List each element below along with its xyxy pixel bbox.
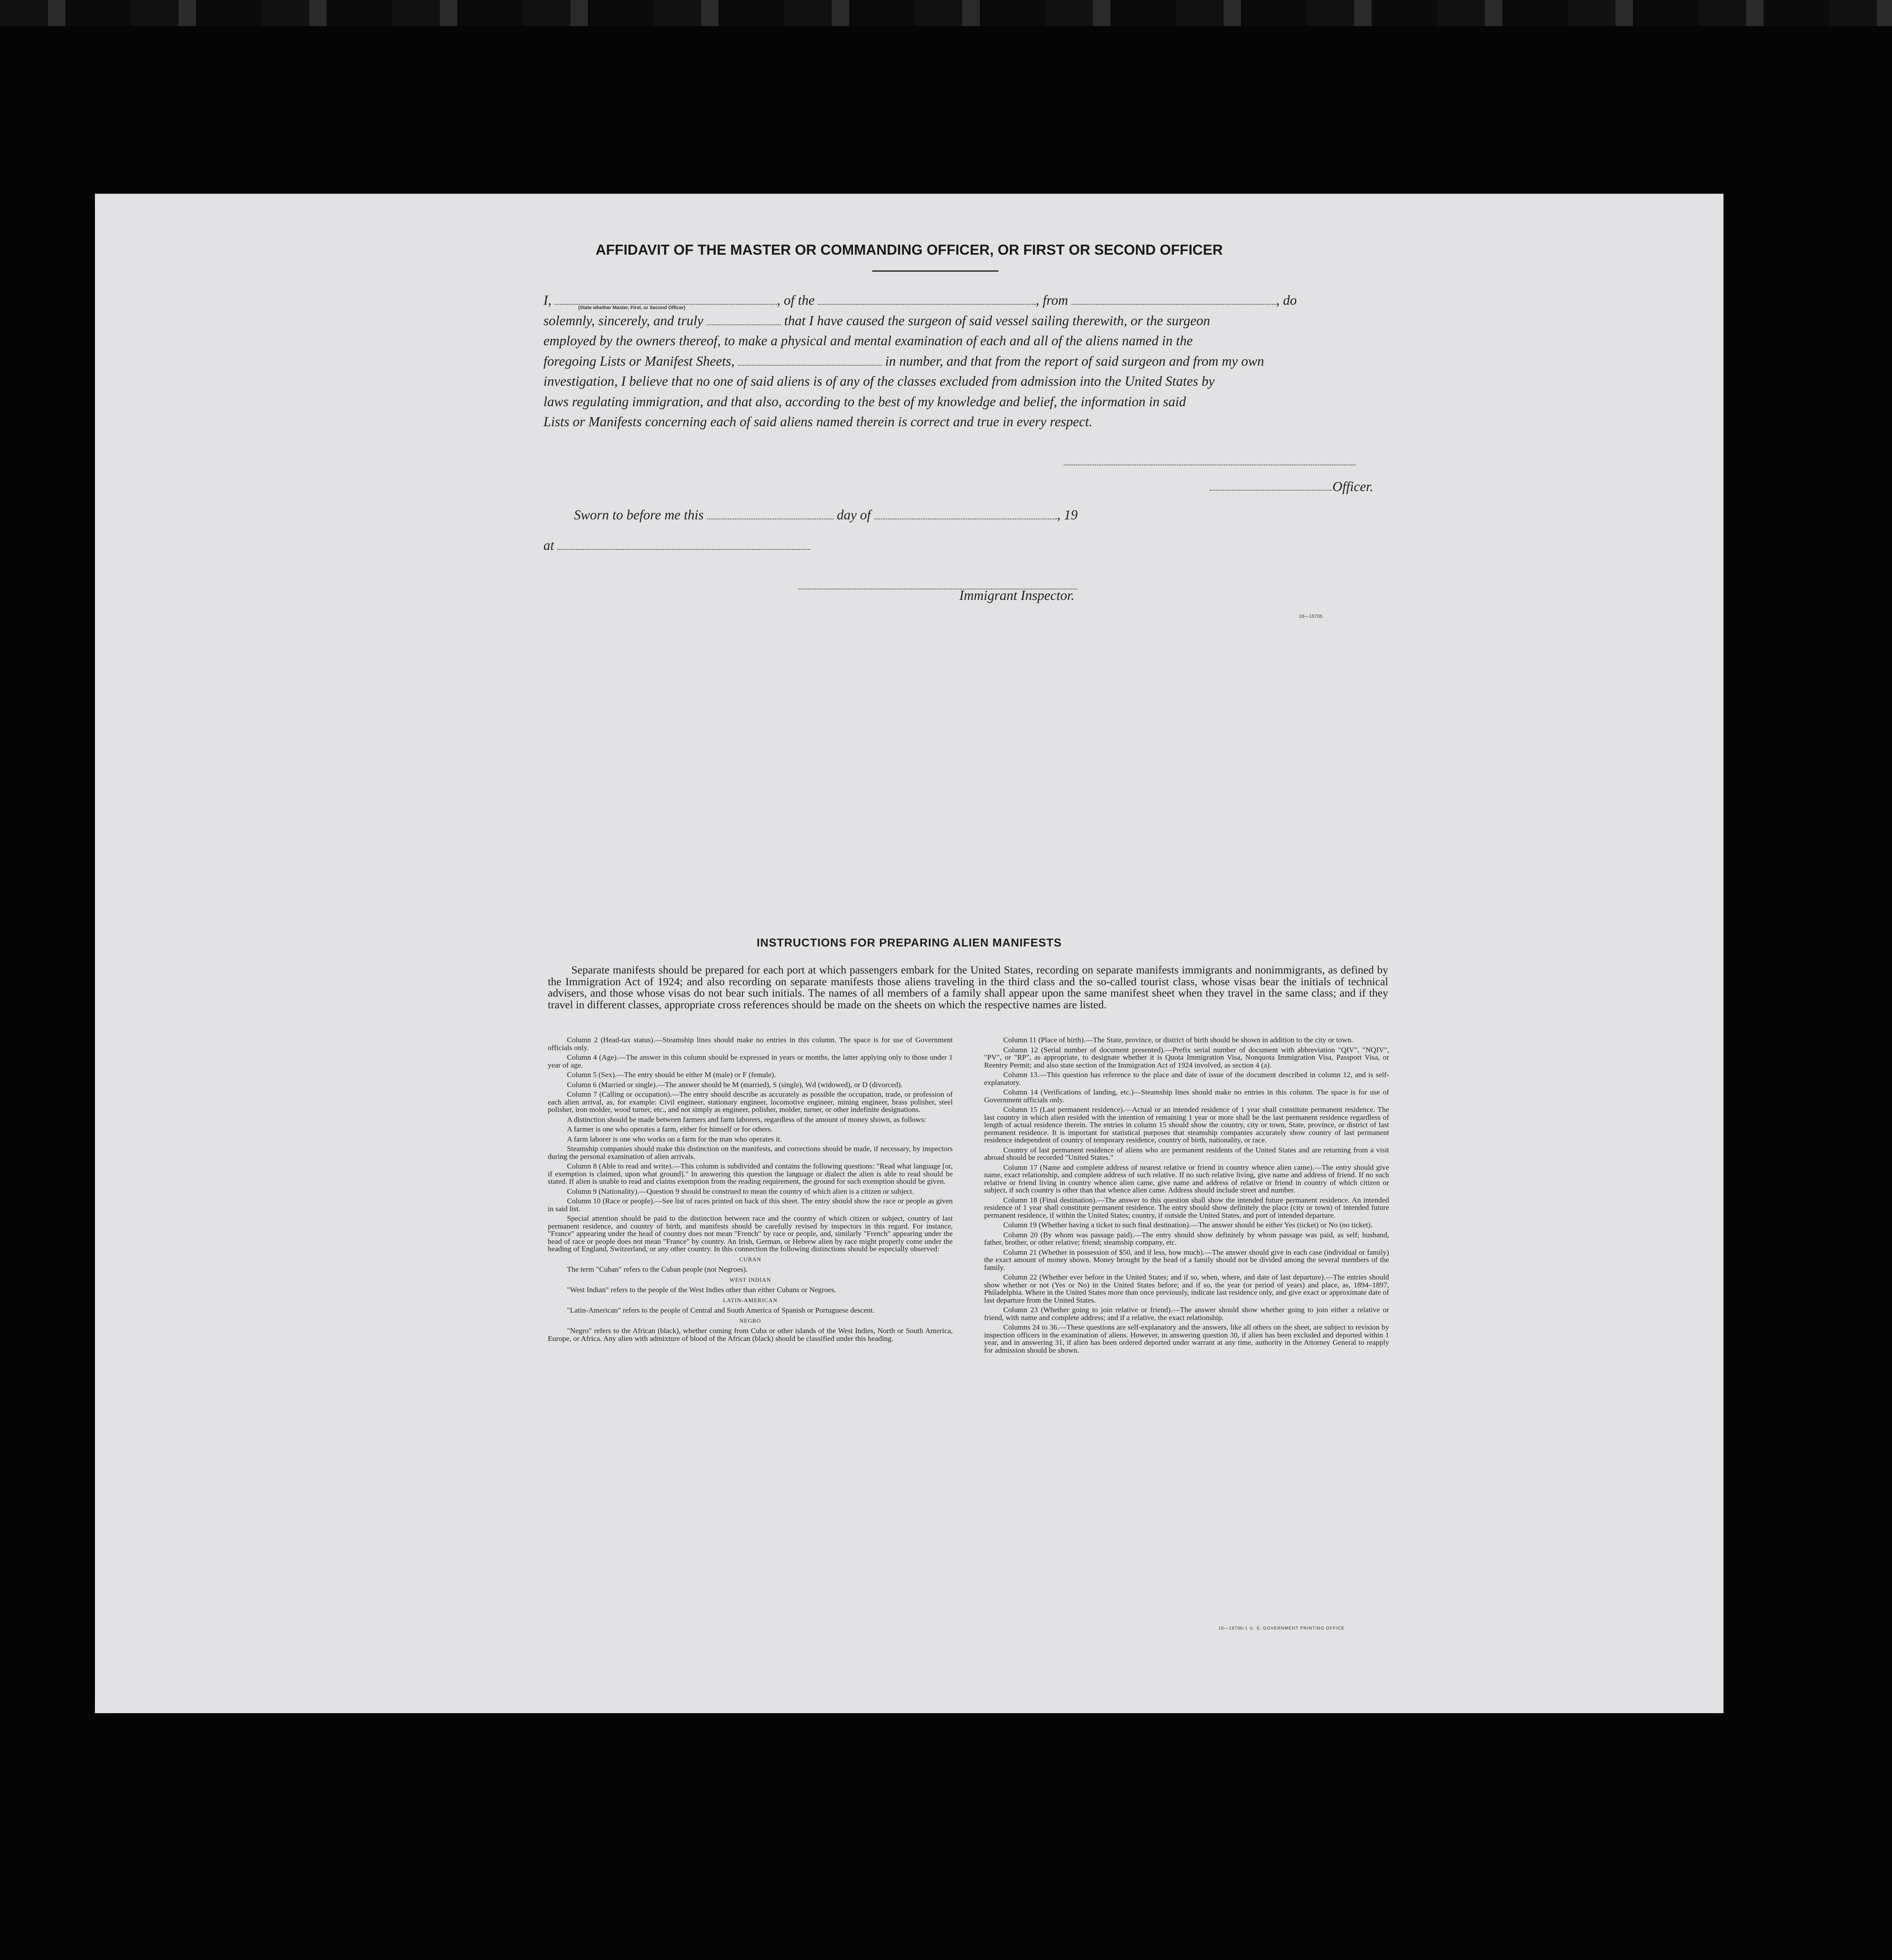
instruction-paragraph: Column 4 (Age).—The answer in this column should be expressed in years or months, the latter applying only to those under 1 year of age. — [548, 1053, 953, 1069]
aff-i: I, — [543, 293, 552, 308]
sworn-label: Sworn to before me this — [574, 507, 704, 522]
instruction-paragraph: Column 15 (Last permanent residence).—Actual or an intended residence of 1 year shall constitute permanent residence. The last country in which alien resided with the intention of remaining 1 year or more shall be the last permanent residence regardless of length of actual residence therein. The entries in column 15 should show the country, city or town, State, province, or district of last permanent residence. It is important for statistical purposes that steamship companies accurately show country of last permanent residence independent of country of temporary residence, country of birth, nationality, or race. — [984, 1105, 1389, 1144]
swear-field[interactable] — [707, 313, 781, 325]
punch-hole — [1747, 731, 1773, 757]
sworn-line — [574, 507, 1078, 523]
officer-rank-field[interactable] — [555, 293, 777, 305]
aff-of-the: , of the — [777, 293, 815, 308]
instruction-paragraph: Column 20 (By whom was passage paid).—The entry should show definitely by whom passage was paid, as self; husband, father, brother, or other relative; friend; steamship company, etc. — [984, 1230, 1389, 1246]
year-label: , 19 — [1057, 507, 1078, 522]
month-field[interactable] — [874, 507, 1057, 519]
instruction-paragraph: Column 2 (Head-tax status).—Steamship lines should make no entries in this column. The space is for use of Government officials only. — [548, 1036, 953, 1052]
instruction-paragraph: Steamship companies should make this distinction on the manifests, and corrections should be made, if necessary, by inspectors during the personal examination of alien arrivals. — [548, 1145, 953, 1161]
negro-heading: NEGRO — [739, 1317, 761, 1324]
place-field[interactable] — [557, 538, 810, 550]
instruction-paragraph: Column 14 (Verifications of landing, etc.)—Steamship lines should make no entries in this column. The space is for use of Government officials only. — [984, 1088, 1389, 1104]
day-of-label: day of — [836, 507, 871, 522]
affidavit-title: AFFIDAVIT OF THE MASTER OR COMMANDING OFFICER, OR FIRST OR SECOND OFFICER — [595, 242, 1223, 258]
latin-american-text: "Latin-American" refers to the people of Central and South America of Spanish or Portuguese descent. — [567, 1306, 875, 1314]
west-indian-heading: WEST INDIAN — [729, 1276, 771, 1283]
cuban-heading: CUBAN — [739, 1256, 762, 1263]
instruction-paragraph: Column 17 (Name and complete address of nearest relative or friend in country whence alien came).—The entry should give name, exact relationship, and complete address of such relative. If no such relative living, give name and address of friend. If no such relative or friend living in country whence alien came, give name and address of relative or friend in country of which citizen or subject, if such country is other than that whence alien came. Address should include street and number. — [984, 1163, 1389, 1194]
instruction-paragraph: Column 19 (Whether having a ticket to such final destination).—The answer should be either Yes (ticket) or No (no ticket). — [1003, 1221, 1373, 1229]
aff-line7: Lists or Manifests concerning each of said aliens named therein is correct and true in every respect. — [543, 414, 1093, 429]
west-indian-text: "West Indian" refers to the people of the West Indies other than either Cubans or Negroes. — [567, 1286, 836, 1294]
instruction-paragraph: A farmer is one who operates a farm, either for himself or for others. — [567, 1125, 773, 1133]
aff-from: , from — [1035, 293, 1068, 308]
rank-note: (State whether Master, First, or Second Officer) — [578, 305, 685, 310]
instruction-paragraph: A farm laborer is one who works on a farm for the man who operates it. — [567, 1135, 782, 1143]
instructions-left-column — [548, 1036, 953, 1344]
negro-text: "Negro" refers to the African (black), whether coming from Cuba or other islands of the West Indies, North or South America, Europe, or Africa. Any alien with admixture of blood of the African (black) should be classified under this heading. — [548, 1327, 953, 1343]
instruction-paragraph: Country of last permanent residence of aliens who are permanent residents of the United States and are returning from a visit abroad should be recorded "United States." — [984, 1145, 1389, 1162]
form-number: 16—1870b — [1299, 614, 1322, 619]
manifest-page — [95, 194, 1723, 1713]
at-line — [543, 538, 810, 553]
port-field[interactable] — [1072, 293, 1276, 305]
instruction-paragraph: Column 5 (Sex).—The entry should be either M (male) or F (female). — [567, 1071, 776, 1079]
instruction-paragraph: Column 9 (Nationality).—Question 9 should be construed to mean the country of which alien is a citizen or subject. — [567, 1187, 914, 1196]
instruction-paragraph: A distinction should be made between farmers and farm laborers, regardless of the amount of money shown, as follows: — [567, 1115, 926, 1124]
instruction-paragraph: Columns 24 to 36.—These questions are self-explanatory and the answers, like all others on the sheet, are subject to revision by inspection officers in the examination of aliens. However, in answering question 30, if alien has been excluded and deported within 1 year, and in answering 31, if alien has been ordered deported under warrant at any time, authority in the Attorney General to reapply for admission should be shown. — [984, 1323, 1389, 1354]
instruction-paragraph: Column 6 (Married or single).—The answer should be M (married), S (single), Wd (widowed), or D (divorced). — [567, 1080, 903, 1089]
instruction-paragraph: Column 23 (Whether going to join relative or friend).—The answer should show whether going to join either a relative or friend, with name and complete address; and if a relative, the exact relationship. — [984, 1306, 1389, 1322]
signature-line[interactable] — [1064, 464, 1356, 465]
instruction-paragraph: Special attention should be paid to the distinction between race and the country of which citizen or subject, country of last permanent residence, and country of birth, and manifests should be carefully revised by inspectors in this regard. For instance, "France" appearing under the head of country does not mean "French" by race or people, and, similarly "French" appearing under the head of race or people does not mean "France" by country. An Irish, German, or Hebrew alien by race might properly come under the heading of England, Switzerland, or any other country. In this connection the following distinctions should be especially observed: — [548, 1214, 953, 1253]
punch-hole — [1747, 1219, 1773, 1245]
officer-line[interactable] — [1210, 489, 1332, 491]
sheet-count-field[interactable] — [738, 354, 882, 366]
aff-line4a: foregoing Lists or Manifest Sheets, — [543, 353, 735, 369]
aff-do: , do — [1276, 293, 1297, 308]
title-rule — [872, 270, 998, 272]
printer-imprint: 16—1870b-1 U. S. GOVERNMENT PRINTING OFFICE — [1218, 1626, 1345, 1631]
latin-american-heading: LATIN-AMERICAN — [723, 1297, 778, 1303]
officer-label: Officer. — [1332, 479, 1373, 494]
instructions-right-column — [984, 1036, 1389, 1356]
punch-hole — [1750, 1435, 1776, 1460]
instruction-paragraph: Column 8 (Able to read and write).—This column is subdivided and contains the following questions: "Read what language [or, if exemption is claimed, upon what ground]." In answering this question the language or dialect the alien is able to read should be stated. If alien is unable to read and claims exemption from the reading requirement, the ground for such exemption should be given. — [548, 1162, 953, 1185]
film-edge — [0, 0, 1892, 26]
aff-line6: laws regulating immigration, and that also, according to the best of my knowledge and belief, the information in said — [543, 394, 1186, 409]
instruction-paragraph: Column 13.—This question has reference to the place and date of issue of the document described in column 12, and is self-explanatory. — [984, 1071, 1389, 1087]
instruction-paragraph: Column 18 (Final destination).—The answer to this question shall show the intended future permanent residence. An intended residence of 1 year shall constitute permanent residence. The entry should show definitely the place (city or town) of intended future permanent residence, if within the United States; country, if outside the United States, and port of intended departure. — [984, 1196, 1389, 1219]
instructions-title: INSTRUCTIONS FOR PREPARING ALIEN MANIFESTS — [756, 936, 1062, 949]
instruction-paragraph: Column 10 (Race or people).—See list of races printed on back of this sheet. The entry should show the race or people as given in said list. — [548, 1197, 953, 1213]
instruction-paragraph: Column 7 (Calling or occupation).—The entry should describe as accurately as possible the occupation, trade, or profession of each alien arrival, as, for example: Civil engineer, stationary engineer, locomotive engineer, mining engineer, brass polisher, steel polisher, iron molder, wood turner, etc., and not simply as engineer, polisher, molder, turner, or other indefinite designations. — [548, 1090, 953, 1114]
day-field[interactable] — [707, 507, 833, 519]
punch-hole — [1747, 1148, 1773, 1173]
affidavit-body — [543, 290, 1388, 432]
instruction-paragraph: Column 11 (Place of birth).—The State, province, or district of birth should be shown in addition to the city or town. — [1003, 1036, 1353, 1044]
vessel-field[interactable] — [818, 293, 1036, 305]
punch-hole — [1750, 1509, 1776, 1534]
instruction-paragraph: Column 21 (Whether in possession of $50, and if less, how much).—The answer should give in each case (individual or family) the exact amount of money shown. Money brought by the head of a family should not be divided among the several members of the family. — [984, 1248, 1389, 1272]
aff-line3: employed by the owners thereof, to make a physical and mental examination of each and all of the aliens named in the — [543, 333, 1193, 348]
aff-line4b: in number, and that from the report of said surgeon and from my own — [885, 353, 1265, 369]
instruction-paragraph: Column 12 (Serial number of document presented).—Prefix serial number of document with abbreviation "QIV", "NQIV", "PV", or "RP", as appropriate, to designate whether it is Quota Immigration Visa, Nonquota Immigration Visa, Passport Visa, or Reentry Permit; and also state section of the Immigration Act of 1924 involved, as section 4 (a). — [984, 1045, 1389, 1069]
at-label: at — [543, 538, 554, 553]
instruction-paragraph: Column 22 (Whether ever before in the United States; and if so, when, where, and date of last departure).—The entries should show whether or not (Yes or No) in the United States before; and if so, the year (or period of years) and place, as, 1894–1897, Philadelphia. Where in the United States more than once previously, indicate last residence only, and give exact or approximate date of last departure from the United States. — [984, 1273, 1389, 1304]
punch-hole — [1747, 660, 1773, 685]
aff-line5: investigation, I believe that no one of said aliens is of any of the classes excluded from admission into the United States by — [543, 374, 1215, 389]
aff-line2b: that I have caused the surgeon of said vessel sailing therewith, or the surgeon — [784, 313, 1211, 328]
inspector-label: Immigrant Inspector. — [959, 588, 1075, 603]
instructions-intro: Separate manifests should be prepared for each port at which passengers embark for the United States, recording on separate manifests immigrants and nonimmigrants, as defined by the Immigration Act of 1924; and also recording on separate manifests those aliens traveling in the third class and the so-called tourist class, whose visas bear the initials of technical advisers, and those whose visas do not bear such initials. The names of all members of a family shall appear upon the same manifest sheet when they travel in the same class; and if they travel in different classes, appropriate cross references should be made on the sheets on which the respective names are listed. — [548, 963, 1388, 1011]
cuban-text: The term "Cuban" refers to the Cuban people (not Negroes). — [567, 1265, 748, 1273]
aff-line2a: solemnly, sincerely, and truly — [543, 313, 704, 328]
